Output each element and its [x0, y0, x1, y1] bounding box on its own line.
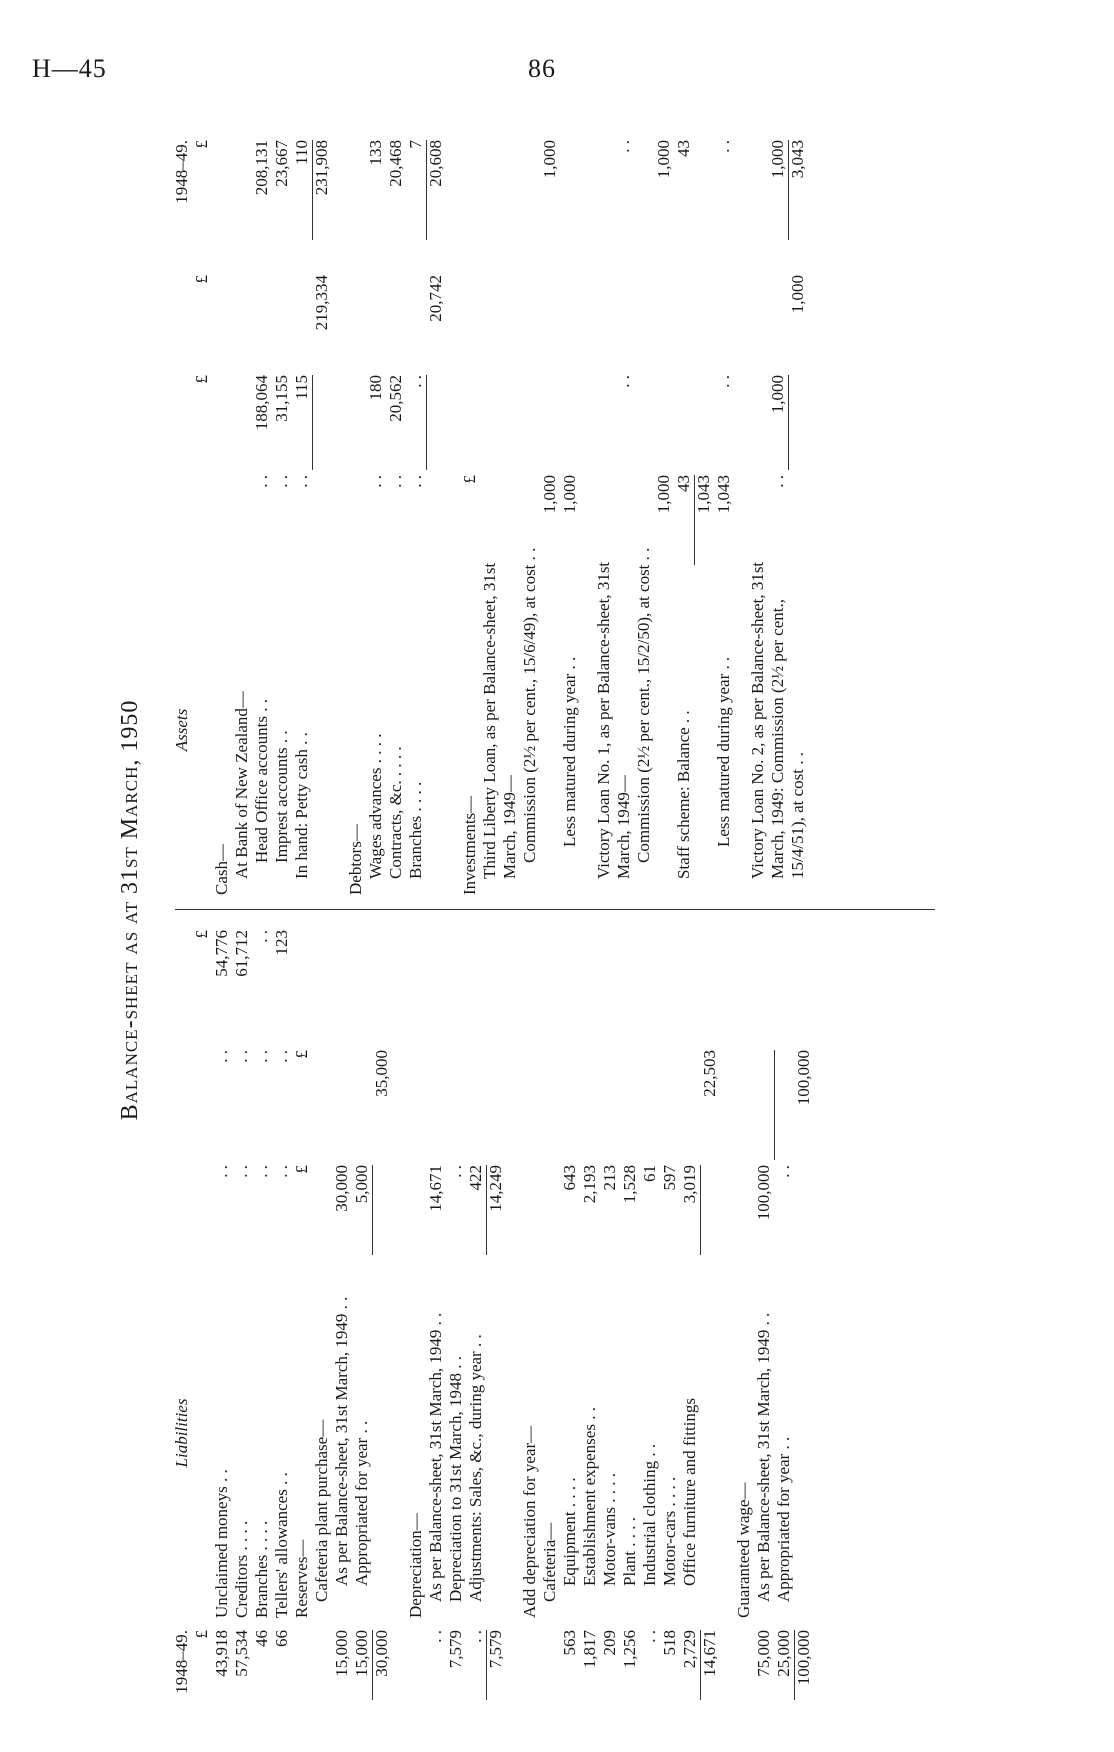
amount-col-1: 1,043 [714, 475, 733, 514]
amount-col-1: 1,000 [560, 475, 579, 514]
liability-row [774, 920, 794, 1700]
item-description: Equipment . . . . [560, 1477, 579, 1586]
prior-year-amount: 518 [660, 1630, 679, 1656]
asset-row [292, 105, 312, 895]
prior-year-amount: 43,918 [212, 1630, 231, 1677]
item-description: Creditors . . . . [232, 1520, 251, 1618]
amount-col-3: 61,712 [232, 930, 251, 977]
item-description: Branches . . . . [406, 781, 425, 879]
liability-row [660, 920, 680, 1700]
balance-sheet [117, 120, 1020, 1700]
prior-year-amount: 20,608 [426, 140, 445, 187]
amount-col-1: 643 [560, 1165, 579, 1191]
column-divider [175, 909, 935, 910]
liability-row [560, 920, 580, 1700]
prior-year-amount: 3,043 [788, 140, 807, 179]
item-description: As per Balance-sheet, 31st March, 1949 . . [426, 1312, 445, 1602]
amount-col-2: . . [252, 1050, 271, 1063]
item-description: Third Liberty Loan, as per Balance-sheet, 31st March, 1949— [480, 562, 519, 879]
liability-row [466, 920, 486, 1700]
amount-col-2: 20,562 [386, 375, 405, 422]
liability-row [620, 920, 640, 1700]
amount-col-1: £ [292, 1165, 311, 1174]
prior-year-amount: . . [640, 1630, 659, 1643]
liability-row [292, 920, 312, 1700]
prior-year-amount: . . [714, 140, 733, 153]
asset-row [386, 105, 406, 895]
currency-symbol: £ [192, 375, 211, 384]
asset-row [788, 105, 808, 895]
prior-year-amount: 209 [600, 1630, 619, 1656]
amount-col-2: £ [292, 1050, 311, 1059]
prior-year-amount: 100,000 [794, 1630, 813, 1686]
asset-row [714, 105, 734, 895]
amount-col-1: 14,249 [486, 1165, 505, 1212]
amount-col-2: . . [714, 375, 733, 388]
prior-year-amount: . . [466, 1630, 487, 1700]
amount-col-1: . . [272, 475, 291, 488]
prior-year-amount: 46 [252, 1630, 271, 1647]
amount-col-1: . . [252, 475, 271, 488]
asset-row [312, 105, 332, 895]
amount-col-3: 20,742 [426, 275, 445, 322]
assets-rows [212, 105, 808, 895]
assets-column [172, 105, 808, 895]
item-description: Imprest accounts . . [272, 730, 291, 863]
item-description: Head Office accounts . . [252, 699, 271, 863]
item-description: Staff scheme: Balance . . [674, 710, 693, 879]
prior-year-amount: 231,908 [312, 140, 331, 196]
item-description: Unclaimed moneys . . [212, 1469, 231, 1618]
item-description: Depreciation— [406, 1513, 425, 1618]
prior-year-amount: 1,000 [768, 140, 789, 240]
page-reference: H—45 [32, 54, 107, 83]
prior-year-amount: 14,671 [700, 1630, 719, 1677]
amount-col-2: 35,000 [372, 1050, 391, 1097]
liability-row [352, 920, 372, 1700]
amount-col-1: . . [212, 1165, 231, 1178]
asset-row [634, 105, 674, 895]
item-description: Branches . . . . [252, 1520, 271, 1618]
amount-col-2: . . [212, 1050, 231, 1063]
amount-col-1: 30,000 [332, 1165, 351, 1212]
item-description: Commission (2½ per cent., 15/6/49), at cost . . [520, 547, 539, 863]
prior-year-heading: 1948–49. [172, 1630, 191, 1694]
amount-col-1: 422 [466, 1165, 487, 1255]
item-description: Appropriated for year . . [774, 1436, 793, 1602]
amount-col-1: 2,193 [580, 1165, 599, 1204]
assets-header [172, 105, 192, 895]
amount-col-3: 54,776 [212, 930, 231, 977]
item-description: Office furniture and fittings [680, 1397, 699, 1586]
amount-col-1: . . [272, 1165, 291, 1178]
asset-row [272, 105, 292, 895]
amount-col-1: . . [774, 1165, 793, 1178]
liabilities-header [172, 920, 192, 1700]
prior-year-amount: 25,000 [774, 1630, 795, 1700]
liability-row [232, 920, 252, 1700]
liability-row [640, 920, 660, 1700]
currency-symbol: £ [192, 140, 211, 149]
asset-row [366, 105, 386, 895]
item-description: Plant . . . . [620, 1517, 639, 1586]
prior-year-amount: 7,579 [446, 1630, 465, 1669]
amount-col-2: 31,155 [272, 375, 291, 422]
amount-col-1: 1,000 [654, 475, 673, 514]
asset-row [480, 105, 520, 895]
amount-col-1: 14,671 [426, 1165, 445, 1212]
prior-year-amount: 1,000 [540, 140, 559, 179]
liability-row [446, 920, 466, 1700]
prior-year-amount: 15,000 [352, 1630, 373, 1700]
asset-row [460, 105, 480, 895]
prior-year-amount: 208,131 [252, 140, 271, 196]
prior-year-amount: 43 [674, 140, 693, 157]
prior-year-amount: 75,000 [754, 1630, 773, 1677]
amount-col-2: . . [614, 375, 633, 388]
prior-year-amount: 133 [366, 140, 385, 166]
amount-col-2: 180 [366, 375, 385, 401]
amount-col-1: 597 [660, 1165, 679, 1191]
prior-year-amount: 2,729 [680, 1630, 701, 1700]
prior-year-amount: 30,000 [372, 1630, 391, 1677]
amount-col-1: 1,000 [540, 475, 559, 514]
document-title: Balance-sheet as at 31st March, 1950 [117, 699, 143, 1121]
item-description: As per Balance-sheet, 31st March, 1949 . . [332, 1296, 351, 1586]
liability-row [580, 920, 600, 1700]
prior-year-amount: 57,534 [232, 1630, 251, 1677]
item-description: Contracts, &c. . . . . [386, 746, 405, 879]
asset-row [694, 105, 714, 895]
amount-col-1: 61 [640, 1165, 659, 1182]
liability-row [312, 920, 332, 1700]
amount-col-3: 1,000 [788, 275, 807, 314]
amount-col-2: 115 [292, 375, 313, 470]
amount-col-3: 123 [272, 930, 291, 956]
asset-row [406, 105, 426, 895]
item-description: Debtors— [346, 824, 365, 895]
prior-year-amount: 563 [560, 1630, 579, 1656]
amount-col-1: 100,000 [754, 1165, 773, 1221]
amount-col-2 [774, 1050, 775, 1160]
amount-col-2: . . [272, 1050, 291, 1063]
item-description: Cash— [212, 844, 231, 895]
page-number: 86 [528, 54, 556, 83]
amount-col-1: £ [460, 475, 479, 484]
item-description: Victory Loan No. 1, as per Balance-sheet, 31st March, 1949— [594, 561, 633, 879]
prior-year-amount: 1,817 [580, 1630, 599, 1669]
liabilities-rows [212, 920, 814, 1700]
item-description: Motor-vans . . . . [600, 1473, 619, 1586]
prior-year-amount: 66 [272, 1630, 291, 1647]
liability-row [600, 920, 620, 1700]
liability-row [540, 920, 560, 1700]
amount-col-1: . . [232, 1165, 251, 1178]
prior-year-amount: 110 [292, 140, 313, 240]
liability-row [212, 920, 232, 1700]
amount-col-3: . . [252, 930, 271, 943]
prior-year-amount: 15,000 [332, 1630, 351, 1677]
item-description: Commission (2½ per cent., 15/2/50), at cost . . [634, 547, 653, 863]
assets-currency-row [192, 105, 212, 895]
amount-col-1: 43 [674, 475, 695, 565]
liability-row [680, 920, 700, 1700]
amount-col-2: . . [232, 1050, 251, 1063]
item-description: Investments— [460, 795, 479, 895]
asset-row [252, 105, 272, 895]
prior-year-amount: . . [426, 1630, 445, 1643]
amount-col-2: . . [406, 375, 427, 470]
assets-heading: Assets [172, 708, 191, 752]
amount-col-1: 3,019 [680, 1165, 701, 1255]
amount-col-1: . . [768, 475, 787, 488]
asset-row [346, 105, 366, 895]
item-description: Guaranteed wage— [734, 1482, 753, 1618]
item-description: Wages advances . . . . [366, 733, 385, 879]
amount-col-3: 219,334 [312, 275, 331, 331]
amount-col-1: 213 [600, 1165, 619, 1191]
item-description: Industrial clothing . . [640, 1443, 659, 1586]
liability-row [272, 920, 292, 1700]
item-description: Establishment expenses . . [580, 1407, 599, 1586]
item-description: Appropriated for year . . [352, 1420, 371, 1586]
currency-symbol: £ [192, 930, 211, 939]
amount-col-2: 100,000 [794, 1050, 813, 1106]
amount-col-1: . . [386, 475, 405, 488]
prior-year-amount: 1,000 [654, 140, 673, 179]
item-description: Depreciation to 31st March, 1948 . . [446, 1356, 465, 1602]
liability-row [794, 920, 814, 1700]
liability-row [406, 920, 426, 1700]
asset-row [212, 105, 232, 895]
liability-row [754, 920, 774, 1700]
liability-row [332, 920, 352, 1700]
item-description: At Bank of New Zealand— [232, 691, 251, 879]
asset-row [594, 105, 634, 895]
liability-row [486, 920, 506, 1700]
currency-symbol: £ [192, 275, 211, 284]
item-description: Less matured during year . . [560, 656, 579, 847]
item-description: Less matured during year . . [714, 656, 733, 847]
amount-col-1: 1,043 [694, 475, 713, 514]
amount-col-1: 5,000 [352, 1165, 373, 1255]
amount-col-2: 22,503 [700, 1050, 719, 1097]
prior-year-amount: 7 [406, 140, 427, 240]
amount-col-1: . . [366, 475, 385, 488]
liability-row [372, 920, 392, 1700]
amount-col-1: . . [406, 475, 425, 488]
liability-row [734, 920, 754, 1700]
asset-row [560, 105, 580, 895]
item-description: Cafeteria plant purchase— [312, 1419, 331, 1602]
prior-year-amount: 7,579 [486, 1630, 505, 1669]
item-description: Victory Loan No. 2, as per Balance-sheet, 31st March, 1949: Commission (2½ per cent., 15/4/51), at cost . . [748, 561, 807, 879]
liabilities-column [172, 920, 814, 1700]
prior-year-amount: 20,468 [386, 140, 405, 187]
liability-row [426, 920, 446, 1700]
liability-row [700, 920, 720, 1700]
item-description: Add depreciation for year— [520, 1425, 539, 1618]
amount-col-1: . . [292, 475, 311, 488]
item-description: In hand: Petty cash . . [292, 732, 311, 879]
currency-symbol: £ [192, 1630, 211, 1639]
asset-row [232, 105, 252, 895]
prior-year-heading: 1948–49. [172, 140, 191, 204]
liability-row [252, 920, 272, 1700]
item-description: As per Balance-sheet, 31st March, 1949 . . [754, 1312, 773, 1602]
amount-col-1: 1,528 [620, 1165, 639, 1204]
asset-row [520, 105, 560, 895]
amount-col-2: 188,064 [252, 375, 271, 431]
liabilities-currency-row [192, 920, 212, 1700]
item-description: Adjustments: Sales, &c., during year . . [466, 1334, 485, 1602]
asset-row [426, 105, 446, 895]
amount-col-1: . . [446, 1165, 465, 1178]
prior-year-amount: 1,256 [620, 1630, 639, 1669]
item-description: Cafeteria— [540, 1522, 559, 1602]
amount-col-2: 1,000 [768, 375, 789, 470]
asset-row [674, 105, 694, 895]
item-description: Motor-cars . . . . [660, 1476, 679, 1586]
prior-year-amount: . . [614, 140, 633, 153]
liabilities-heading: Liabilities [172, 1398, 191, 1468]
liability-row [520, 920, 540, 1700]
prior-year-amount: 23,667 [272, 140, 291, 187]
amount-col-1: . . [252, 1165, 271, 1178]
item-description: Tellers' allowances . . [272, 1472, 291, 1618]
item-description: Reserves— [292, 1539, 311, 1618]
